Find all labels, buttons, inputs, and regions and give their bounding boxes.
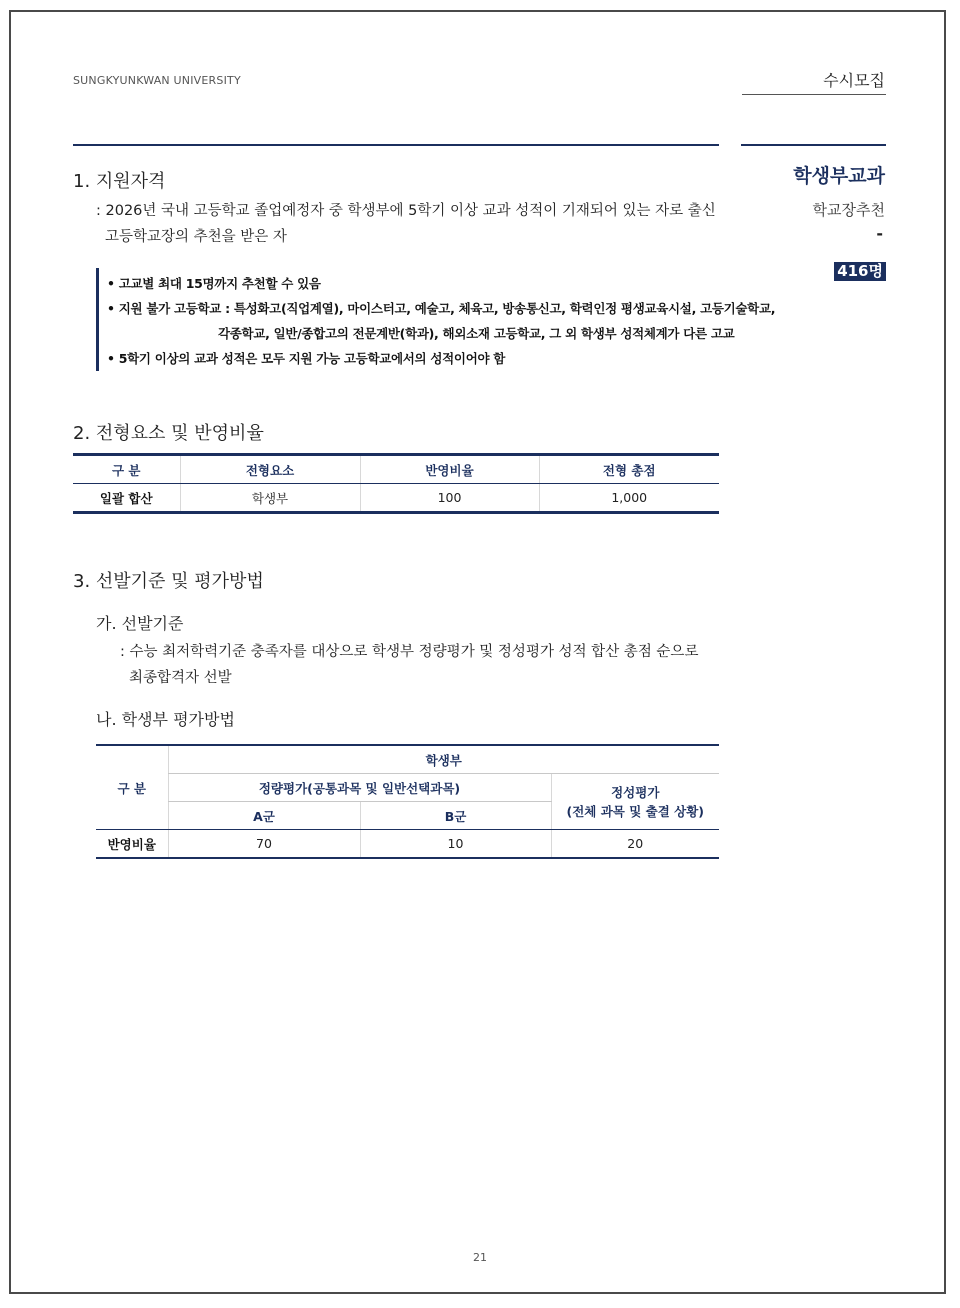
evaluation-method-table — [96, 744, 719, 859]
admission-type: 수시모집 — [823, 71, 885, 90]
subsection-a-line2: 최종합격자 선발 — [129, 670, 232, 686]
table-header-row — [96, 774, 719, 802]
table-row — [96, 830, 719, 859]
table-row-label: 반영비율 — [107, 836, 156, 852]
qualitative-header-cell — [551, 774, 719, 830]
note-item: • 지원 불가 고등학교 : 특성화고(직업계열), 마이스터고, 예술고, 체육고, 방송통신고, 학력인정 평생교육시설, 고등기술학교, — [107, 301, 776, 316]
table-header-cell: 학생부 — [168, 745, 719, 774]
table-header-row — [96, 745, 719, 774]
note-item: • 5학기 이상의 교과 성적은 모두 지원 가능 고등학교에서의 성적이어야 함 — [107, 351, 506, 366]
subsection-a-line1: : 수능 최저학력기준 충족자를 대상으로 학생부 정량평가 및 정성평가 성적 합산 총점 순으로 — [120, 644, 699, 660]
table-cell: 학생부 — [180, 484, 360, 513]
university-name: SUNGKYUNKWAN UNIVERSITY — [73, 74, 241, 87]
table-row — [73, 484, 719, 513]
table-header-cell: 정량평가(공통과목 및 일반선택과목) — [168, 774, 551, 802]
main-top-rule — [73, 144, 719, 146]
table-cell: 70 — [168, 830, 360, 859]
section2-heading: 2. 전형요소 및 반영비율 — [73, 423, 264, 444]
sidebar-subtitle: 학교장추천 — [812, 201, 885, 219]
section3-heading: 3. 선발기준 및 평가방법 — [73, 571, 264, 592]
section1-heading: 1. 지원자격 — [73, 171, 166, 192]
table-header-cell: A군 — [168, 802, 360, 830]
subsection-b-heading: 나. 학생부 평가방법 — [96, 710, 235, 729]
note-accent-bar — [96, 268, 99, 371]
sidebar-top-rule — [741, 144, 886, 146]
table-row-label: 일괄 합산 — [99, 490, 153, 506]
table-header-cell: 반영비율 — [360, 455, 539, 484]
qualitative-header-line2: (전체 과목 및 출결 상황) — [566, 803, 704, 819]
table-header-row — [73, 455, 719, 484]
section1-line2: 고등학교장의 추천을 받은 자 — [105, 229, 287, 245]
table-cell: 1,000 — [539, 484, 719, 513]
sidebar-dash: - — [876, 224, 883, 243]
table-header-cell: 전형요소 — [180, 455, 360, 484]
table-category-header: 구 분 — [96, 745, 168, 830]
table-cell: 10 — [360, 830, 551, 859]
table-header-cell: 구 분 — [73, 455, 180, 484]
table-cell: 100 — [360, 484, 539, 513]
subsection-a-heading: 가. 선발기준 — [96, 614, 184, 633]
qualitative-header-line1: 정성평가 — [611, 784, 660, 800]
note-item: • 고교별 최대 15명까지 추천할 수 있음 — [107, 276, 321, 291]
table-header-cell: B군 — [360, 802, 551, 830]
selection-element-table — [73, 453, 719, 514]
page-number: 21 — [473, 1251, 487, 1264]
table-cell: 20 — [551, 830, 719, 859]
header-divider — [742, 94, 886, 95]
section1-line1: : 2026년 국내 고등학교 졸업예정자 중 학생부에 5학기 이상 교과 성적이 기재되어 있는 자로 출신 — [96, 203, 716, 219]
quota-badge: 416명 — [834, 262, 886, 281]
note-item-continued: 각종학교, 일반/종합고의 전문계반(학과), 해외소재 고등학교, 그 외 학생부 성적체계가 다른 고교 — [218, 326, 735, 341]
table-header-cell: 전형 총점 — [539, 455, 719, 484]
sidebar-title: 학생부교과 — [793, 165, 885, 187]
